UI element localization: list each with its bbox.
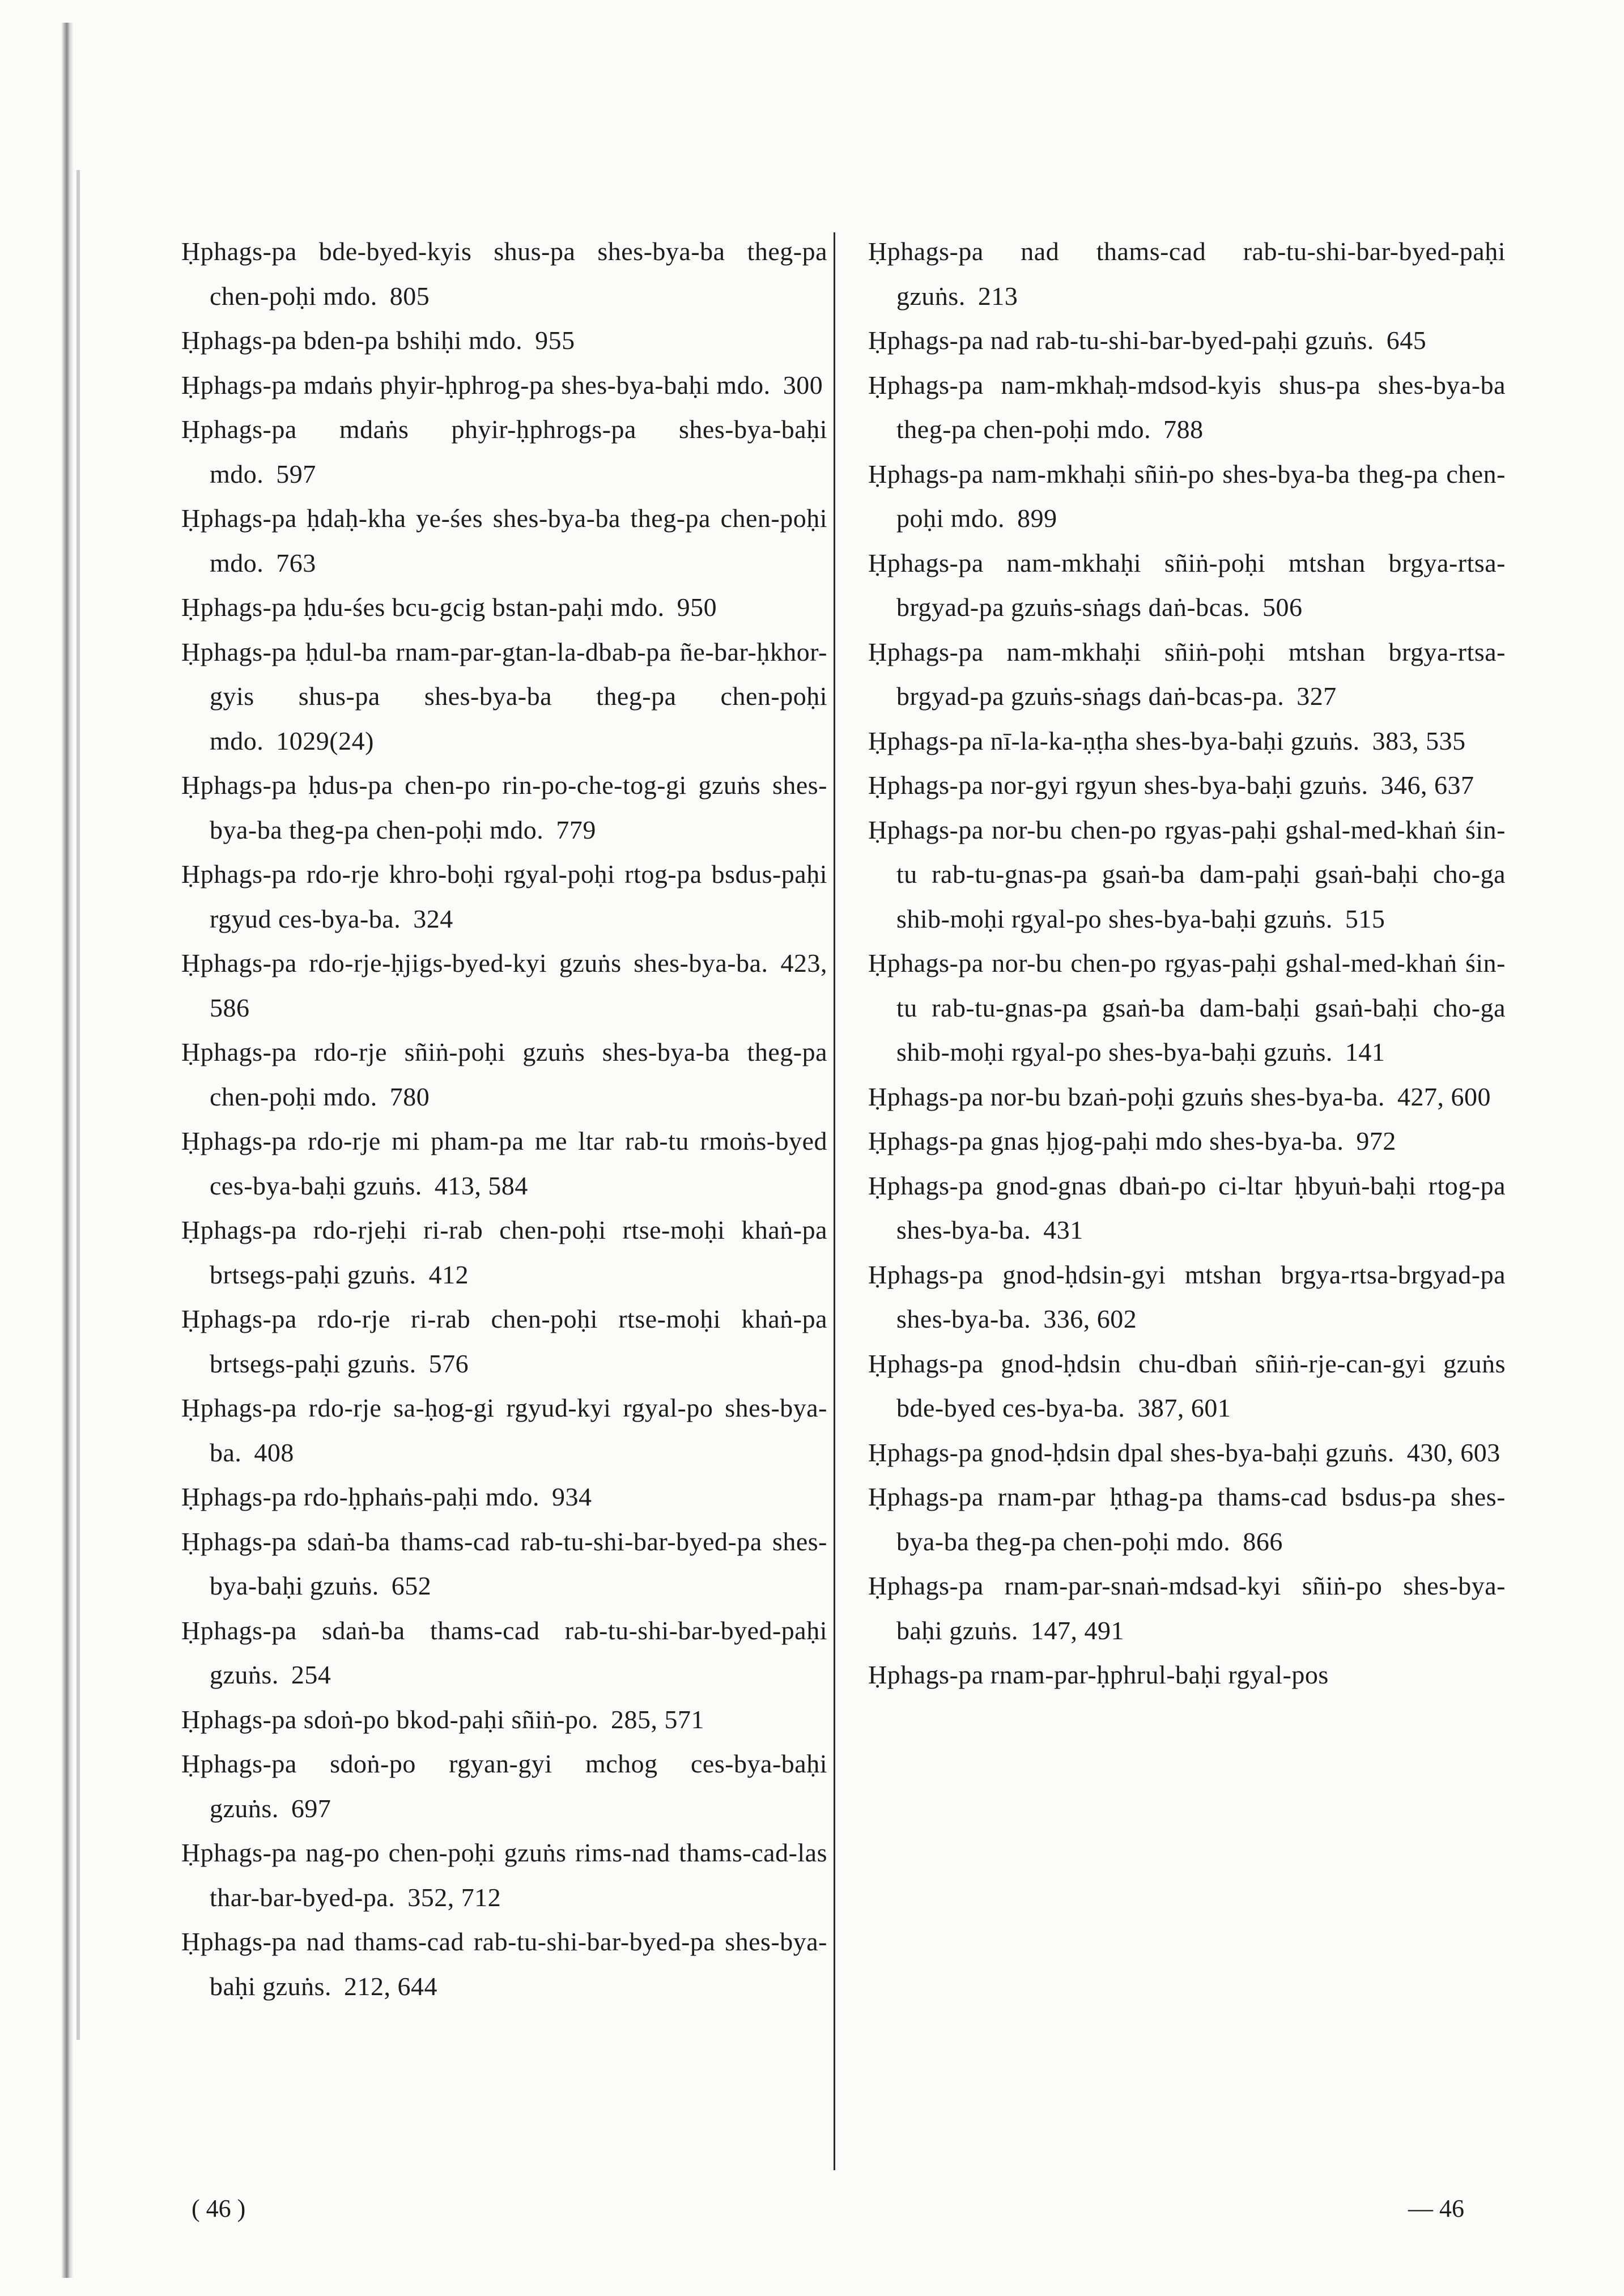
entry-reference-number: 324: [413, 904, 453, 933]
entry-title: Ḥphags-pa rdo-rje mi pham-pa me ltar rab-tu rmoṅs-byed ces-bya-baḥi gzuṅs.: [181, 1126, 827, 1200]
index-entry: [868, 1564, 1506, 1653]
entry-reference-number: 1029(24): [276, 726, 374, 755]
entry-title: Ḥphags-pa nam-mkhaḥi sñiṅ-po shes-bya-ba theg-pa chen-poḥi mdo.: [868, 459, 1506, 533]
index-entry: [868, 541, 1506, 630]
entry-reference-number: 352, 712: [407, 1882, 501, 1912]
entry-title: Ḥphags-pa rdo-rje sñiṅ-poḥi gzuṅs shes-bya-ba theg-pa chen-poḥi mdo.: [181, 1038, 827, 1111]
entry-reference-number: 336, 602: [1043, 1304, 1137, 1333]
entry-title: Ḥphags-pa sdaṅ-ba thams-cad rab-tu-shi-bar-byed-pa shes-bya-baḥi gzuṅs.: [181, 1527, 827, 1600]
entry-title: Ḥphags-pa rnam-par-snaṅ-mdsad-kyi sñiṅ-po shes-bya-baḥi gzuṅs.: [868, 1571, 1506, 1645]
entry-title: Ḥphags-pa gnod-ḥdsin chu-dbaṅ sñiṅ-rje-can-gyi gzuṅs bde-byed ces-bya-ba.: [868, 1349, 1506, 1422]
entry-reference-number: 427, 600: [1397, 1082, 1491, 1111]
entry-title: Ḥphags-pa rnam-par-ḥphrul-baḥi rgyal-pos: [868, 1660, 1329, 1689]
index-entry: [868, 452, 1506, 541]
entry-title: Ḥphags-pa rnam-par ḥthag-pa thams-cad bsdus-pa shes-bya-ba theg-pa chen-poḥi mdo.: [868, 1482, 1506, 1556]
index-entry: [181, 496, 827, 585]
index-entry: [868, 318, 1506, 363]
entry-reference-number: 972: [1356, 1126, 1396, 1155]
index-entry: [868, 1119, 1506, 1164]
entry-title: Ḥphags-pa nad rab-tu-shi-bar-byed-paḥi gzuṅs.: [868, 326, 1374, 355]
index-entry: [181, 630, 827, 764]
entry-title: Ḥphags-pa nam-mkhaḥi sñiṅ-poḥi mtshan brgya-rtsa-brgyad-pa gzuṅs-sṅags daṅ-bcas.: [868, 548, 1506, 622]
entry-reference-number: 645: [1386, 326, 1427, 355]
entry-reference-number: 576: [428, 1349, 469, 1378]
index-entry: [181, 1030, 827, 1119]
entry-title: Ḥphags-pa gnod-gnas dbaṅ-po ci-ltar ḥbyuṅ-baḥi rtog-pa shes-bya-ba.: [868, 1171, 1506, 1244]
entry-reference-number: 300: [783, 370, 823, 399]
entry-reference-number: 515: [1345, 904, 1385, 933]
entry-title: Ḥphags-pa nad thams-cad rab-tu-shi-bar-byed-pa shes-bya-baḥi gzuṅs.: [181, 1927, 827, 2001]
entry-title: Ḥphags-pa rdo-rje sa-ḥog-gi rgyud-kyi rgyal-po shes-bya-ba.: [181, 1393, 827, 1467]
entry-reference-number: 899: [1017, 504, 1057, 533]
entry-title: Ḥphags-pa rdo-rje ri-rab chen-poḥi rtse-moḥi khaṅ-pa brtsegs-paḥi gzuṅs.: [181, 1304, 827, 1378]
index-entry: [181, 407, 827, 496]
entry-reference-number: 805: [389, 281, 430, 311]
binding-shadow-line: [76, 170, 80, 2040]
page-number-left: ( 46 ): [192, 2195, 246, 2222]
binding-shadow: [61, 23, 74, 2278]
entry-title: Ḥphags-pa gnod-ḥdsin dpal shes-bya-baḥi gzuṅs.: [868, 1438, 1395, 1467]
index-entry: [181, 1609, 827, 1698]
index-entry: [181, 1297, 827, 1386]
index-entry: [868, 1164, 1506, 1253]
entry-reference-number: 934: [552, 1482, 592, 1511]
entry-reference-number: 779: [556, 815, 596, 844]
entry-reference-number: 763: [276, 548, 316, 577]
entry-title: Ḥphags-pa mdaṅs phyir-ḥphrogs-pa shes-bya-baḥi mdo.: [181, 415, 827, 488]
entry-title: Ḥphags-pa gnod-ḥdsin-gyi mtshan brgya-rtsa-brgyad-pa shes-bya-ba.: [868, 1260, 1506, 1333]
entry-reference-number: 213: [977, 281, 1018, 311]
entry-title: Ḥphags-pa rdo-rje-ḥjigs-byed-kyi gzuṅs shes-bya-ba.: [181, 949, 768, 977]
entry-reference-number: 212, 644: [344, 1971, 438, 2001]
entry-title: Ḥphags-pa ḥdul-ba rnam-par-gtan-la-dbab-pa ñe-bar-ḥkhor-gyis shus-pa shes-bya-ba theg-pa chen-poḥi mdo.: [181, 637, 827, 755]
right-column: [868, 229, 1506, 1698]
index-entry: [868, 1253, 1506, 1342]
index-entry: [868, 808, 1506, 942]
index-entry: [868, 229, 1506, 318]
page-number-right: — 46: [1408, 2195, 1464, 2222]
entry-title: Ḥphags-pa ḥdu-śes bcu-gcig bstan-paḥi mdo.: [181, 593, 665, 622]
entry-reference-number: 147, 491: [1031, 1615, 1125, 1645]
entry-reference-number: 955: [535, 326, 575, 355]
entry-title: Ḥphags-pa nam-mkhaḥ-mdsod-kyis shus-pa shes-bya-ba theg-pa chen-poḥi mdo.: [868, 370, 1506, 444]
index-entry: [181, 1119, 827, 1208]
entry-reference-number: 141: [1345, 1038, 1385, 1066]
entry-title: Ḥphags-pa rdo-ḥphaṅs-paḥi mdo.: [181, 1482, 540, 1511]
entry-reference-number: 788: [1163, 415, 1204, 444]
index-entry: [868, 763, 1506, 808]
entry-title: Ḥphags-pa nad thams-cad rab-tu-shi-bar-byed-paḥi gzuṅs.: [868, 237, 1506, 311]
index-entry: [868, 1475, 1506, 1564]
entry-title: Ḥphags-pa rdo-rjeḥi ri-rab chen-poḥi rtse-moḥi khaṅ-pa brtsegs-paḥi gzuṅs.: [181, 1215, 827, 1289]
index-entry: [181, 1208, 827, 1297]
entry-reference-number: 383, 535: [1372, 726, 1466, 755]
index-entry: [868, 1075, 1506, 1120]
index-entry: [181, 1742, 827, 1831]
entry-title: Ḥphags-pa rdo-rje khro-boḥi rgyal-poḥi rtog-pa bsdus-paḥi rgyud ces-bya-ba.: [181, 860, 827, 933]
entry-title: Ḥphags-pa nag-po chen-poḥi gzuṅs rims-nad thams-cad-las thar-bar-byed-pa.: [181, 1838, 827, 1912]
entry-reference-number: 285, 571: [611, 1704, 705, 1734]
entry-title: Ḥphags-pa sdaṅ-ba thams-cad rab-tu-shi-bar-byed-paḥi gzuṅs.: [181, 1615, 827, 1689]
index-entry: [181, 1698, 827, 1742]
entry-reference-number: 652: [391, 1571, 432, 1600]
index-entry: [181, 941, 827, 1030]
entry-reference-number: 430, 603: [1406, 1438, 1500, 1467]
index-entry: [868, 1431, 1506, 1476]
index-entry: [181, 1475, 827, 1520]
index-entry: [181, 318, 827, 363]
entry-reference-number: 387, 601: [1137, 1393, 1231, 1422]
entry-reference-number: 506: [1262, 593, 1303, 622]
index-entry: [181, 763, 827, 852]
entry-title: Ḥphags-pa nor-bu bzaṅ-poḥi gzuṅs shes-bya-ba.: [868, 1082, 1385, 1111]
index-entry: [868, 630, 1506, 719]
index-entry: [181, 1386, 827, 1475]
entry-title: Ḥphags-pa mdaṅs phyir-ḥphrog-pa shes-bya-baḥi mdo.: [181, 370, 771, 399]
entry-reference-number: 413, 584: [434, 1171, 528, 1200]
entry-title: Ḥphags-pa gnas ḥjog-paḥi mdo shes-bya-ba.: [868, 1126, 1344, 1155]
index-entry: [868, 363, 1506, 452]
entry-title: Ḥphags-pa nor-bu chen-po rgyas-paḥi gshal-med-khaṅ śin-tu rab-tu-gnas-pa gsaṅ-ba dam-paḥi gsaṅ-baḥi cho-ga shib-moḥi rgyal-po shes-bya-baḥi gzuṅs.: [868, 815, 1506, 933]
index-entry: [181, 585, 827, 630]
entry-reference-number: 950: [677, 593, 717, 622]
entry-title: Ḥphags-pa sdoṅ-po rgyan-gyi mchog ces-bya-baḥi gzuṅs.: [181, 1749, 827, 1823]
index-entry: [181, 229, 827, 318]
index-entry: [868, 719, 1506, 764]
left-column: [181, 229, 827, 2009]
entry-title: Ḥphags-pa sdoṅ-po bkod-paḥi sñiṅ-po.: [181, 1704, 599, 1734]
entry-title: Ḥphags-pa nam-mkhaḥi sñiṅ-poḥi mtshan brgya-rtsa-brgyad-pa gzuṅs-sṅags daṅ-bcas-pa.: [868, 637, 1506, 711]
index-entry: [868, 941, 1506, 1075]
entry-reference-number: 597: [276, 459, 316, 488]
index-entry: [181, 852, 827, 941]
index-entry: [868, 1653, 1506, 1698]
entry-title: Ḥphags-pa bde-byed-kyis shus-pa shes-bya-ba theg-pa chen-poḥi mdo.: [181, 237, 827, 311]
entry-title: Ḥphags-pa ḥdus-pa chen-po rin-po-che-tog-gi gzuṅs shes-bya-ba theg-pa chen-poḥi mdo.: [181, 771, 827, 844]
entry-reference-number: 866: [1243, 1527, 1283, 1556]
entry-reference-number: 423, 586: [210, 949, 827, 1022]
entry-reference-number: 780: [389, 1082, 430, 1111]
entry-title: Ḥphags-pa ḥdaḥ-kha ye-śes shes-bya-ba theg-pa chen-poḥi mdo.: [181, 504, 827, 577]
index-entry: [181, 363, 827, 408]
entry-title: Ḥphags-pa nor-bu chen-po rgyas-paḥi gshal-med-khaṅ śin-tu rab-tu-gnas-pa gsaṅ-ba dam-baḥi gsaṅ-baḥi cho-ga shib-moḥi rgyal-po shes-bya-baḥi gzuṅs.: [868, 949, 1506, 1066]
entry-reference-number: 697: [291, 1793, 331, 1823]
entry-title: Ḥphags-pa nī-la-ka-ṇṭha shes-bya-baḥi gzuṅs.: [868, 726, 1360, 755]
entry-reference-number: 431: [1043, 1215, 1083, 1244]
entry-title: Ḥphags-pa nor-gyi rgyun shes-bya-baḥi gzuṅs.: [868, 771, 1368, 800]
index-entry: [181, 1520, 827, 1609]
index-entry: [181, 1920, 827, 2009]
entry-reference-number: 254: [291, 1660, 331, 1689]
entry-title: Ḥphags-pa bden-pa bshiḥi mdo.: [181, 326, 523, 355]
index-entry: [181, 1831, 827, 1920]
entry-reference-number: 412: [428, 1260, 469, 1289]
entry-reference-number: 408: [254, 1438, 294, 1467]
entry-reference-number: 346, 637: [1380, 771, 1474, 800]
entry-reference-number: 327: [1296, 682, 1337, 711]
column-divider: [834, 232, 835, 2170]
index-entry: [868, 1342, 1506, 1431]
